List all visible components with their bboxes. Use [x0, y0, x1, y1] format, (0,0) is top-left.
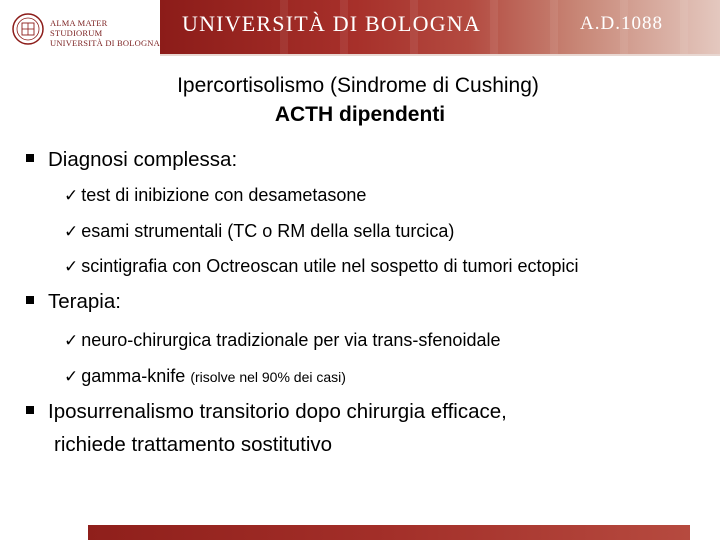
sub-bullet [64, 328, 500, 353]
logo-line-1: ALMA MATER STUDIORUM [50, 18, 108, 38]
sub-bullet-text: scintigrafia con Octreoscan utile nel sospetto di tumori ectopici [81, 256, 579, 276]
square-bullet-icon [26, 296, 34, 304]
bullet-iposurrenalismo [26, 399, 507, 425]
slide-title [0, 72, 720, 130]
square-bullet-icon [26, 154, 34, 162]
university-seal-icon [12, 13, 44, 45]
title-line-2: ACTH dipendenti [274, 103, 446, 126]
header-banner [160, 0, 720, 54]
footer-banner-strip [88, 525, 690, 540]
university-logo [0, 0, 160, 62]
slide-header [0, 0, 720, 62]
square-bullet-icon [26, 406, 34, 414]
check-icon: ✓ [64, 331, 79, 351]
sub-bullet [64, 219, 454, 244]
sub-bullet [64, 183, 366, 208]
logo-line-2: UNIVERSITÀ DI BOLOGNA [50, 38, 160, 48]
banner-title: UNIVERSITÀ DI BOLOGNA [182, 11, 481, 36]
sub-bullet [64, 254, 579, 279]
sub-bullet-text: neuro-chirurgica tradizionale per via trans-sfenoidale [81, 330, 501, 350]
bullet-label: Diagnosi complessa: [48, 148, 238, 171]
title-line-1: Ipercortisolismo (Sindrome di Cushing) [177, 74, 539, 97]
bullet-terapia [26, 289, 121, 315]
sub-bullet-text: test di inibizione con desametasone [81, 185, 367, 205]
logo-text [50, 18, 160, 48]
sub-bullet [64, 364, 346, 389]
bullet-label: Terapia: [48, 290, 121, 313]
sub-bullet-text: gamma-knife [81, 366, 186, 386]
check-icon: ✓ [64, 367, 79, 387]
sub-bullet-note: (risolve nel 90% dei casi) [190, 369, 346, 385]
check-icon: ✓ [64, 257, 79, 277]
header-divider [160, 54, 720, 56]
bullet-label: Iposurrenalismo transitorio dopo chirurgia efficace, [48, 400, 507, 423]
check-icon: ✓ [64, 186, 79, 206]
sub-bullet-text: esami strumentali (TC o RM della sella turcica) [81, 221, 455, 241]
banner-date: A.D.1088 [580, 13, 663, 34]
bullet-label-continued: richiede trattamento sostitutivo [54, 433, 333, 456]
bullet-continuation [54, 432, 332, 458]
bullet-diagnosi [26, 147, 237, 173]
check-icon: ✓ [64, 222, 79, 242]
